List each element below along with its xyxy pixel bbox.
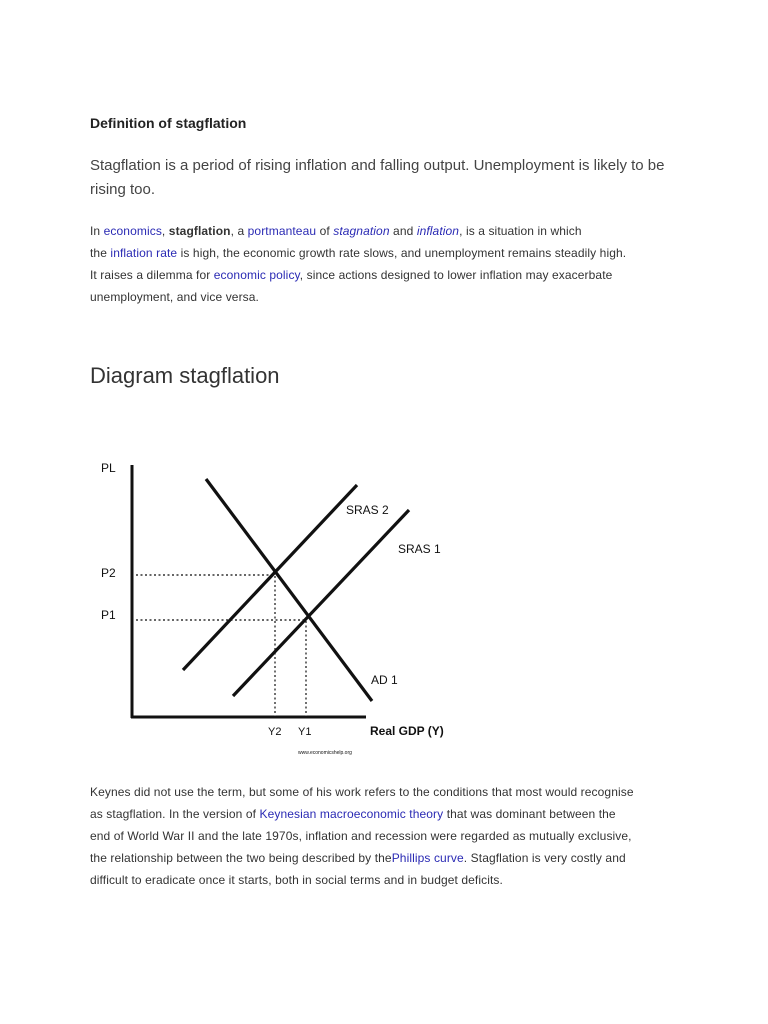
p1-label: P1 — [101, 608, 116, 622]
link-economic-policy[interactable]: economic policy — [213, 268, 300, 282]
link-portmanteau[interactable]: portmanteau — [247, 224, 317, 238]
keynes-line: difficult to eradicate once it starts, both in social terms and in budget deficits. — [90, 873, 503, 887]
p2-label: P2 — [101, 566, 116, 580]
section-heading: Definition of stagflation — [90, 115, 247, 131]
definition-line — [90, 220, 690, 242]
link-phillips-curve[interactable]: Phillips curve — [391, 851, 464, 865]
text-span: In — [90, 224, 104, 238]
source-label: www.economicshelp.org — [298, 750, 352, 756]
definition-paragraph — [90, 220, 690, 308]
y2-label: Y2 — [268, 726, 282, 738]
link-stagnation[interactable]: stagnation — [333, 224, 390, 238]
lead-line: rising too. — [90, 181, 156, 198]
link-inflation-rate[interactable]: inflation rate — [110, 246, 178, 260]
sras2-label: SRAS 2 — [346, 503, 389, 517]
y-axis-label: PL — [101, 461, 116, 475]
sras1-label: SRAS 1 — [398, 542, 441, 556]
text-span: of — [316, 224, 334, 238]
keynes-line — [90, 803, 690, 825]
ad1-label: AD 1 — [371, 673, 398, 687]
text-span: is high, the economic growth rate slows, and unemployment remains steadily high. — [177, 246, 627, 260]
lead-line: Stagflation is a period of rising inflation and falling output. Unemployment is likely to be — [90, 157, 665, 174]
text-span: the — [90, 246, 111, 260]
y1-label: Y1 — [298, 726, 312, 738]
keynes-line — [90, 847, 690, 869]
text-span: that was dominant between the — [443, 807, 616, 821]
text-span: , a — [230, 224, 248, 238]
text-span: , — [161, 224, 169, 238]
text-span: , is a situation in which — [459, 224, 582, 238]
link-economics[interactable]: economics — [103, 224, 162, 238]
diagram-svg — [90, 450, 450, 762]
link-inflation[interactable]: inflation — [416, 224, 460, 238]
definition-line — [90, 242, 690, 264]
lead-paragraph — [90, 154, 680, 202]
keynes-paragraph — [90, 781, 690, 891]
link-keynesian-theory[interactable]: Keynesian macroeconomic theory — [259, 807, 444, 821]
text-span: . Stagflation is very costly and — [463, 851, 626, 865]
text-span: It raises a dilemma for — [90, 268, 214, 282]
x-axis-label: Real GDP (Y) — [370, 724, 444, 738]
diagram-heading: Diagram stagflation — [90, 363, 280, 388]
text-span: , since actions designed to lower inflation may exacerbate — [299, 268, 613, 282]
keynes-line: Keynes did not use the term, but some of his work refers to the conditions that most would recognise — [90, 785, 634, 799]
text-span: as stagflation. In the version of — [90, 807, 260, 821]
keynes-line: end of World War II and the late 1970s, inflation and recession were regarded as mutually exclusive, — [90, 829, 632, 843]
sras1-curve — [233, 510, 409, 696]
sras2-curve — [183, 485, 357, 670]
bold-term: stagflation — [168, 224, 231, 238]
text-span: the relationship between the two being described by the — [90, 851, 392, 865]
definition-line — [90, 264, 690, 286]
stagflation-diagram — [90, 450, 450, 762]
text-span: and — [389, 224, 417, 238]
definition-line: unemployment, and vice versa. — [90, 290, 259, 304]
